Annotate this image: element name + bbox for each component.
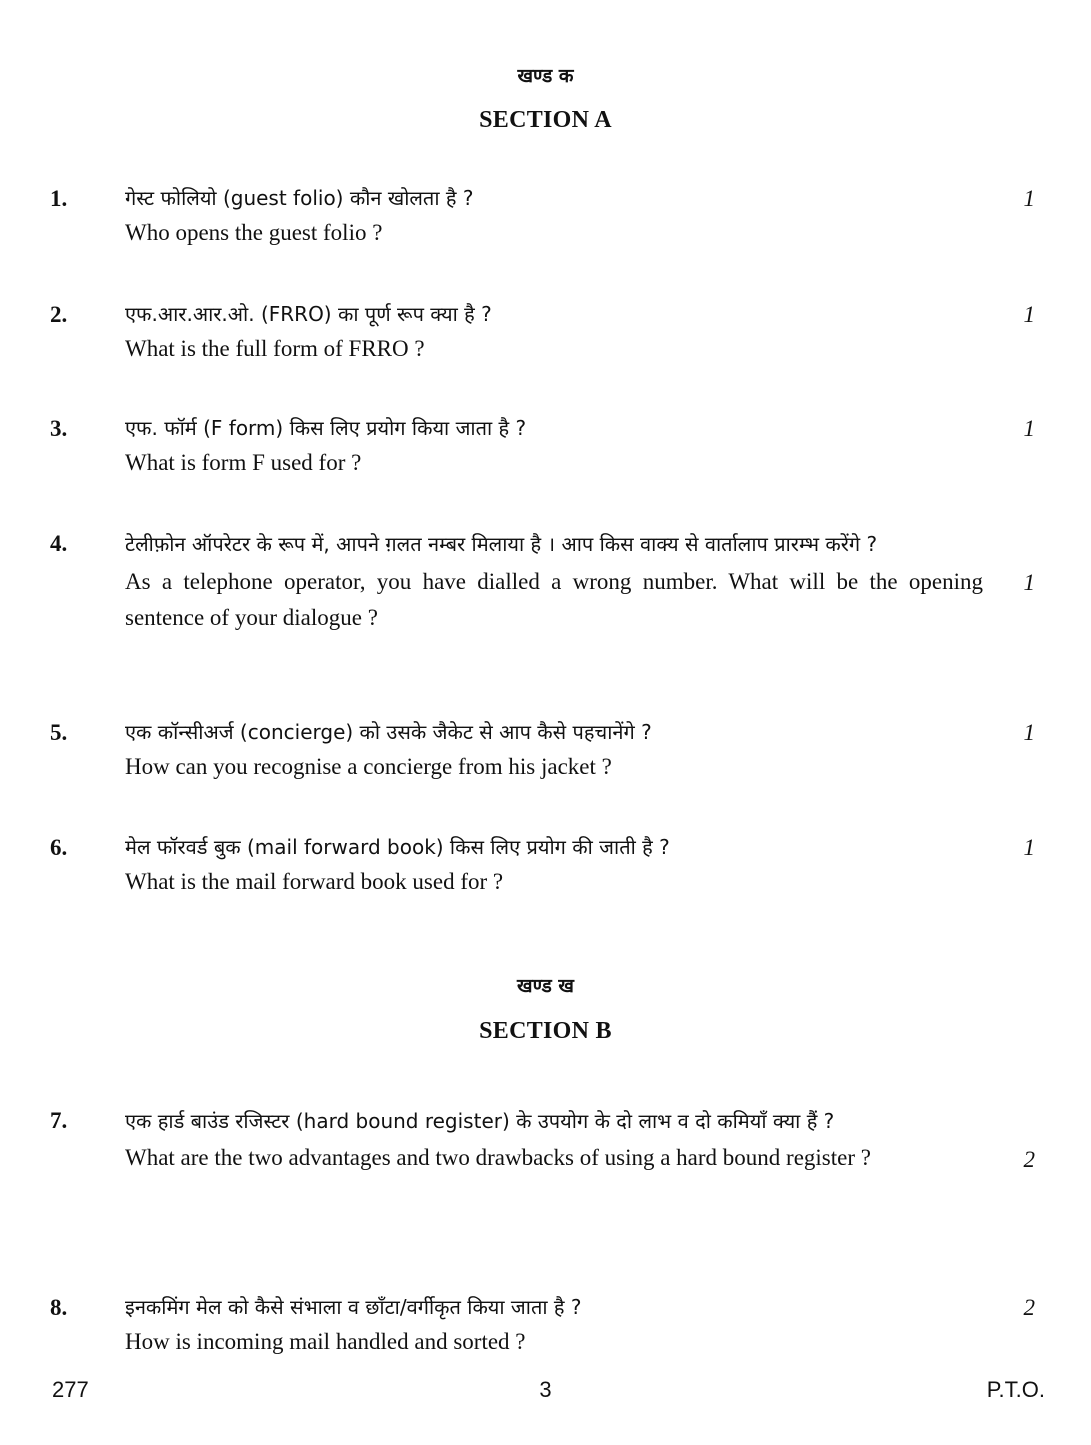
section-a-title-hindi: खण्ड क — [517, 65, 574, 87]
page-number: 3 — [539, 1377, 552, 1402]
question-4 — [125, 525, 983, 636]
question-6 — [125, 829, 983, 899]
pto-label: P.T.O. — [986, 1377, 1045, 1402]
paper-code: 277 — [52, 1377, 89, 1402]
question-number: 5. — [50, 720, 68, 745]
question-text-hindi: गेस्ट फोलियो (guest folio) कौन खोलता है ? — [125, 186, 474, 210]
question-text-english: What is form F used for ? — [125, 450, 362, 475]
question-marks: 1 — [1023, 835, 1035, 860]
question-number: 3. — [50, 416, 68, 441]
question-marks: 2 — [1023, 1147, 1035, 1172]
question-text-english: How can you recognise a concierge from his jacket ? — [125, 754, 612, 779]
question-marks: 1 — [1023, 302, 1035, 327]
question-text-hindi: एक कॉन्सीअर्ज (concierge) को उसके जैकेट से आप कैसे पहचानेंगे ? — [125, 720, 652, 744]
question-8 — [125, 1289, 983, 1359]
question-marks: 1 — [1023, 416, 1035, 441]
question-text-english: What are the two advantages and two drawbacks of using a hard bound register ? — [125, 1145, 871, 1170]
question-text-hindi: एफ.आर.आर.ओ. (FRRO) का पूर्ण रूप क्या है ? — [125, 302, 492, 326]
question-text-hindi: मेल फॉरवर्ड बुक (mail forward book) किस लिए प्रयोग की जाती है ? — [125, 835, 670, 859]
question-marks: 1 — [1023, 720, 1035, 745]
question-text-english: What is the mail forward book used for ? — [125, 869, 504, 894]
question-2 — [125, 296, 983, 366]
question-text-english: Who opens the guest folio ? — [125, 220, 383, 245]
question-marks: 1 — [1023, 186, 1035, 211]
question-5 — [125, 714, 983, 784]
question-text-english: What is the full form of FRRO ? — [125, 336, 425, 361]
question-number: 2. — [50, 302, 68, 327]
question-7 — [125, 1102, 983, 1175]
question-text-hindi: टेलीफ़ोन ऑपरेटर के रूप में, आपने ग़लत नम्बर मिलाया है । आप किस वाक्य से वार्तालाप प्रारम्भ करेंगे ? — [125, 532, 878, 556]
question-3 — [125, 410, 983, 480]
question-1 — [125, 180, 983, 250]
question-marks: 1 — [1023, 570, 1035, 595]
question-number: 6. — [50, 835, 68, 860]
section-b-title-hindi: खण्ड ख — [517, 975, 574, 997]
question-text-english: As a telephone operator, you have dialled a wrong number. What will be the opening sentence of your dialogue ? — [125, 569, 983, 630]
question-number: 1. — [50, 186, 68, 211]
section-a-title: SECTION A — [479, 107, 612, 133]
question-text-english: How is incoming mail handled and sorted ? — [125, 1329, 526, 1354]
question-number: 4. — [50, 531, 68, 556]
question-text-hindi: एक हार्ड बाउंड रजिस्टर (hard bound register) के उपयोग के दो लाभ व दो कमियाँ क्या हैं ? — [125, 1109, 835, 1133]
question-text-hindi: एफ. फॉर्म (F form) किस लिए प्रयोग किया जाता है ? — [125, 416, 527, 440]
question-text-hindi: इनकमिंग मेल को कैसे संभाला व छाँटा/वर्गीकृत किया जाता है ? — [125, 1295, 582, 1319]
question-number: 7. — [50, 1108, 68, 1133]
question-marks: 2 — [1023, 1295, 1035, 1320]
section-b-title: SECTION B — [479, 1018, 612, 1044]
question-number: 8. — [50, 1295, 68, 1320]
